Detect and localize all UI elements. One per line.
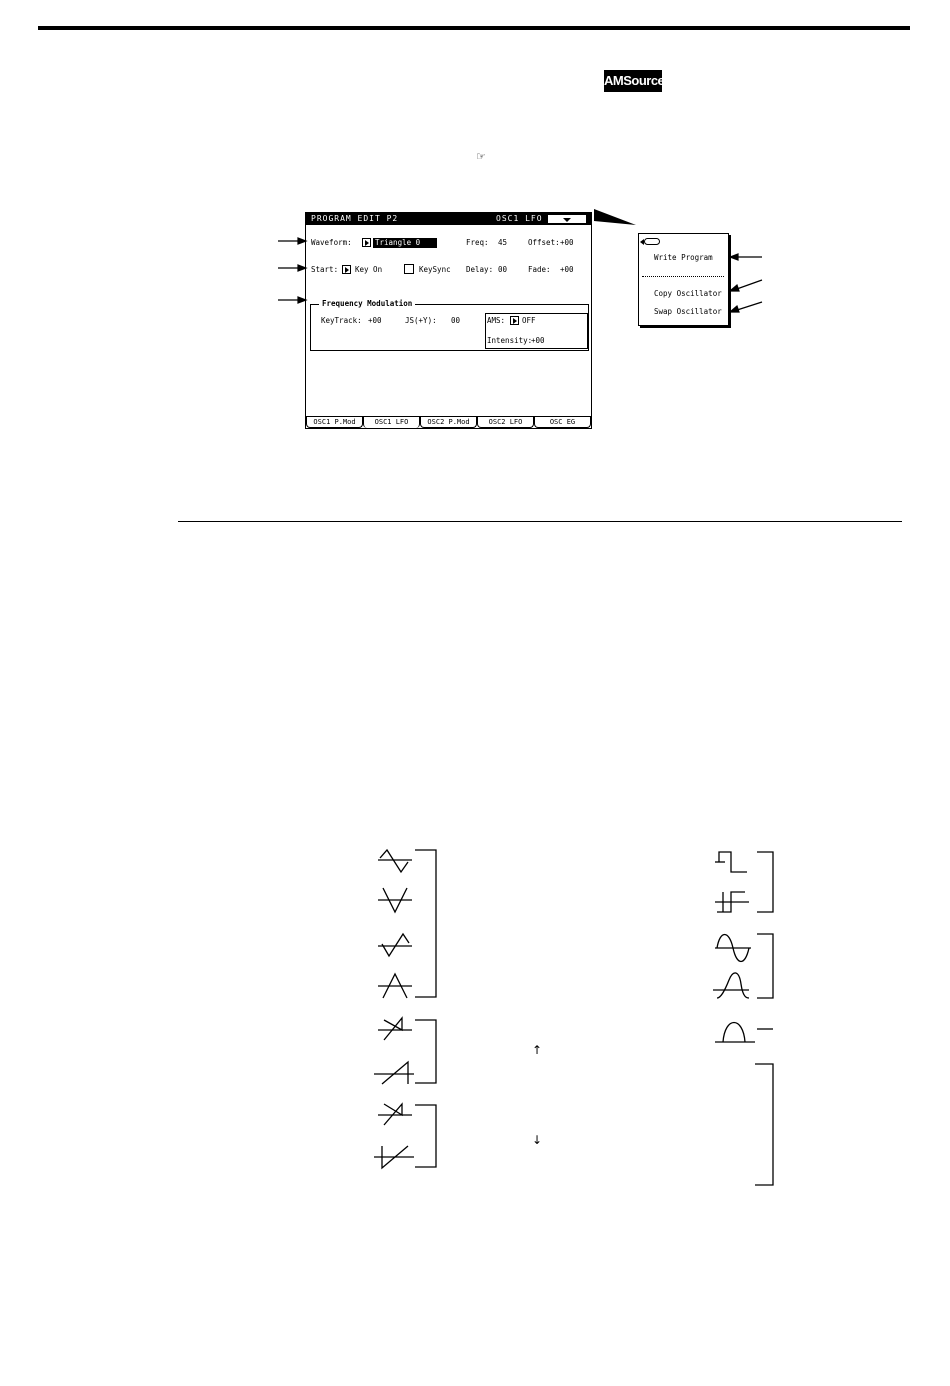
square-180-icon <box>715 892 749 912</box>
lcd-callout-arrows <box>270 230 310 310</box>
up-arrow-icon: ↑ <box>532 1043 543 1057</box>
intensity-value[interactable]: +00 <box>531 336 545 345</box>
menu-item-copy-oscillator[interactable]: Copy Oscillator <box>654 289 722 298</box>
waveform-icons-left <box>370 840 450 1180</box>
fade-label: Fade: <box>528 265 551 274</box>
tab-osc1-lfo[interactable]: OSC1 LFO <box>363 417 420 428</box>
triangle-90-icon <box>378 888 412 912</box>
close-menu-icon[interactable] <box>644 238 660 245</box>
waveform-popup-button[interactable] <box>362 238 371 247</box>
page-name: OSC1 LFO <box>496 214 543 223</box>
menu-separator <box>642 276 724 277</box>
triangle-270-icon <box>378 974 412 998</box>
top-rule <box>38 26 910 30</box>
down-arrow-icon: ↓ <box>532 1133 543 1147</box>
ams-box <box>485 313 588 349</box>
keytrack-label: KeyTrack: <box>321 316 362 325</box>
fm-group-title: Frequency Modulation <box>319 299 415 308</box>
page-menu-popup <box>638 233 729 326</box>
page-tabs <box>306 416 591 429</box>
start-label: Start: <box>311 265 339 274</box>
waveform-label: Waveform: <box>311 238 352 247</box>
menu-item-swap-oscillator[interactable]: Swap Oscillator <box>654 307 722 316</box>
frequency-modulation-group <box>310 299 589 351</box>
page-title: PROGRAM EDIT P2 <box>311 214 399 223</box>
page-menu-button[interactable] <box>547 214 587 224</box>
freq-label: Freq: <box>466 238 489 247</box>
keytrack-value[interactable]: +00 <box>368 316 382 325</box>
lcd-title-bar <box>306 213 591 225</box>
ams-label: AMS: <box>487 316 506 325</box>
cosine-icon <box>713 973 749 998</box>
menu-callout-arrows <box>725 245 770 320</box>
freq-value[interactable]: 45 <box>498 238 508 247</box>
hand-pointer-icon: ☞ <box>476 150 486 163</box>
keysync-label: KeySync <box>419 265 451 274</box>
js-label: JS(+Y): <box>405 316 437 325</box>
guitar-icon <box>715 1023 755 1043</box>
js-value[interactable]: 00 <box>451 316 461 325</box>
offset-value[interactable]: +00 <box>560 238 574 247</box>
triangle-180-icon <box>378 934 412 956</box>
tab-osc-eg[interactable]: OSC EG <box>534 417 591 428</box>
keysync-checkbox[interactable] <box>404 264 414 274</box>
start-popup-button[interactable] <box>342 265 351 274</box>
waveform-icons-right <box>705 840 785 1190</box>
menu-callout-triangle <box>594 209 639 229</box>
section-rule <box>178 521 902 522</box>
tab-osc2-lfo[interactable]: OSC2 LFO <box>477 417 534 428</box>
tab-osc1-pmod[interactable]: OSC1 P.Mod <box>306 417 363 428</box>
triangle-0-icon <box>378 850 412 872</box>
saw-down-icon <box>374 1146 414 1168</box>
start-value[interactable]: Key On <box>355 265 383 274</box>
waveform-value[interactable]: Triangle 0 <box>373 238 437 248</box>
tab-osc2-pmod[interactable]: OSC2 P.Mod <box>420 417 477 428</box>
saw-down-0-icon <box>378 1018 412 1040</box>
amsource-badge: AMSource <box>604 70 662 92</box>
fade-value[interactable]: +00 <box>560 265 574 274</box>
delay-label: Delay: <box>466 265 494 274</box>
square-0-icon <box>715 852 747 872</box>
delay-value[interactable]: 00 <box>498 265 508 274</box>
ams-value[interactable]: OFF <box>522 316 536 325</box>
offset-label: Offset: <box>528 238 560 247</box>
saw-up-icon <box>374 1062 414 1084</box>
sine-icon <box>715 935 751 962</box>
ams-popup-button[interactable] <box>510 316 519 325</box>
lcd-screen <box>305 212 592 429</box>
intensity-label: Intensity: <box>487 336 533 345</box>
menu-item-write-program[interactable]: Write Program <box>654 253 713 262</box>
saw-down-180-icon <box>378 1104 412 1125</box>
